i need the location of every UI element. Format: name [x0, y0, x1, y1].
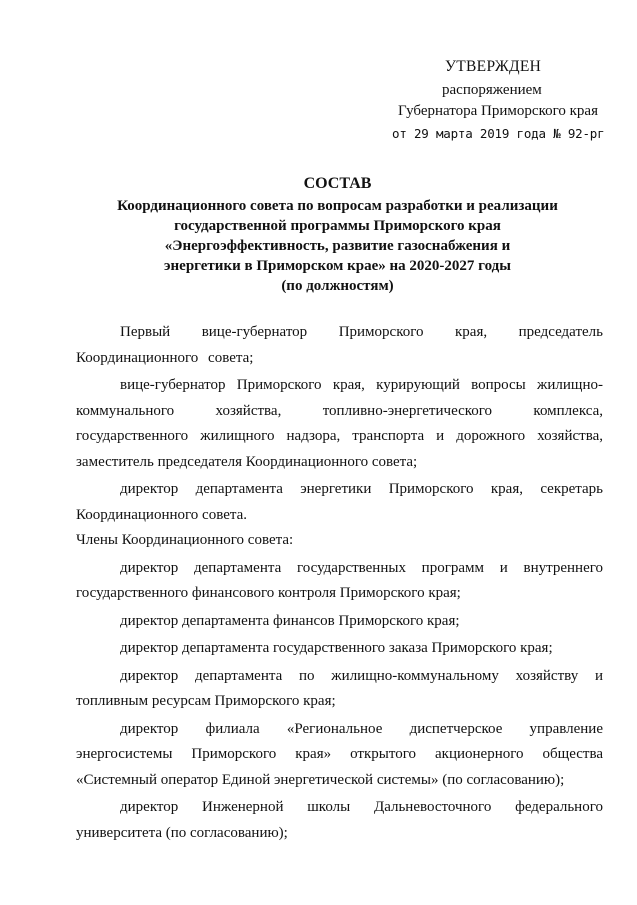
heading-line: (по должностям) — [281, 278, 394, 294]
paragraph-deputy-chairman: вице-губернатор Приморского края, курирующий вопросы жилищно-коммунального хозяйства, топливно-энергетического комплекса, государственного жилищного надзора, транспорта и дорожного хозяйства, заместитель председателя Координационного совета; — [76, 377, 603, 470]
heading-line: «Энергоэффективность, развитие газоснабжения и — [164, 238, 511, 254]
approval-line-governor: Губернатора Приморского края — [398, 103, 598, 119]
approval-line-order: распоряжением — [442, 82, 542, 98]
heading-line: Координационного совета по вопросам разработки и реализации — [117, 198, 558, 214]
approval-title: УТВЕРЖДЕН — [445, 58, 542, 75]
members-label: Члены Координационного совета: — [76, 532, 294, 548]
heading-line: государственной программы Приморского края — [174, 218, 501, 234]
paragraph-member: директор департамента по жилищно-коммунальному хозяйству и топливным ресурсам Приморского края; — [76, 667, 603, 709]
document-body — [76, 320, 603, 846]
paragraph-member: директор департамента финансов Приморского края; — [120, 612, 460, 629]
paragraph-member: директор Инженерной школы Дальневосточного федерального университета (по согласованию); — [76, 799, 603, 841]
paragraph-chairman: Первый вице-губернатор Приморского края, председатель Координационного совета; — [76, 324, 603, 366]
approval-line-date: от 29 марта 2019 года № 92-рг — [392, 126, 605, 141]
paragraph-member: директор филиала «Региональное диспетчерское управление энергосистемы Приморского края» открытого акционерного общества «Системный оператор Единой энергетической системы» (по согласованию); — [76, 720, 603, 788]
paragraph-member: директор департамента государственных программ и внутреннего государственного финансового контроля Приморского края; — [76, 559, 603, 601]
heading-title: СОСТАВ — [303, 175, 372, 192]
heading-line: энергетики в Приморском крае» на 2020-2027 годы — [164, 258, 511, 274]
document-heading — [60, 174, 615, 296]
paragraph-member: директор департамента государственного заказа Приморского края; — [120, 640, 553, 656]
approval-block — [380, 56, 610, 144]
paragraph-secretary: директор департамента энергетики Приморского края, секретарь Координационного совета. — [76, 481, 603, 523]
